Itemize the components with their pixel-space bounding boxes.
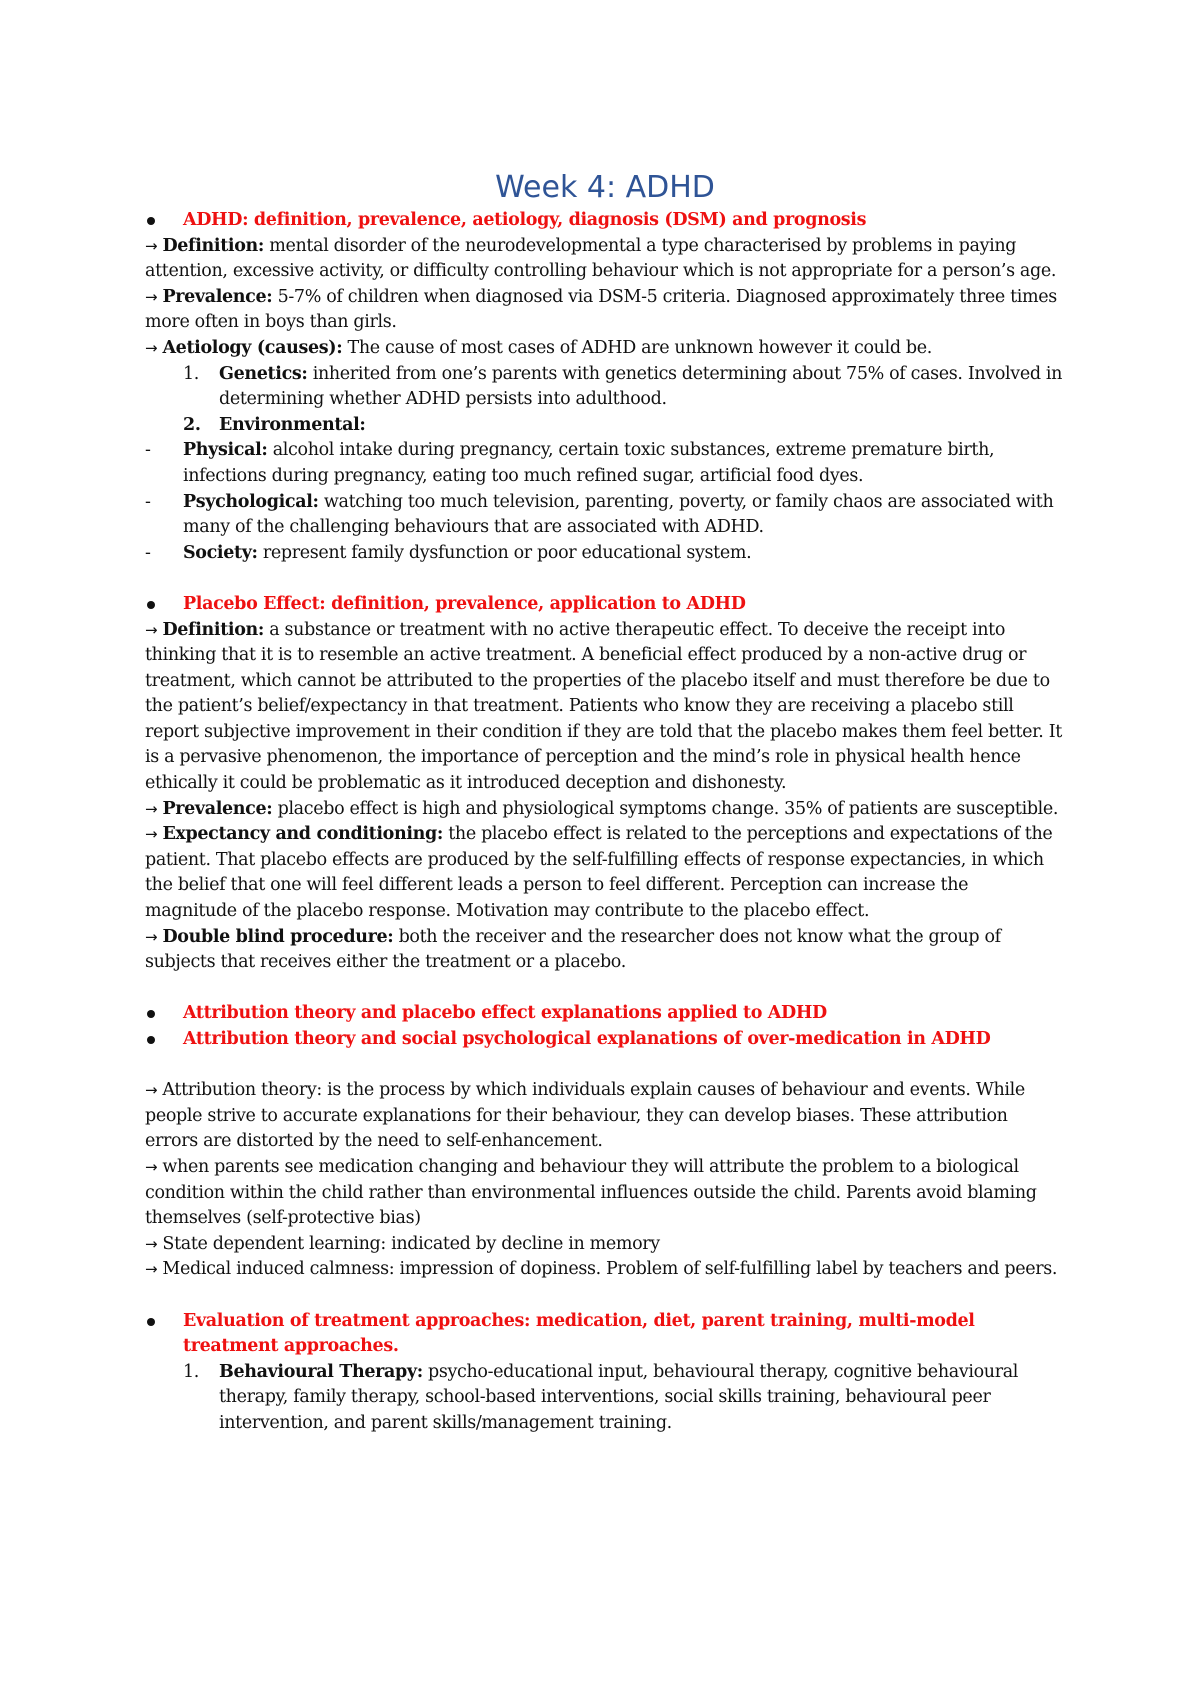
arrow-icon: →	[145, 799, 158, 818]
arrow-icon: →	[145, 620, 158, 639]
placebo-prevalence: → Prevalence: placebo effect is high and physiological symptoms change. 35% of patients are susceptible.	[145, 798, 1059, 819]
arrow-icon: →	[145, 1081, 158, 1100]
adhd-prevalence: → Prevalence: 5-7% of children when diagnosed via DSM-5 criteria. Diagnosed approximately three times more often in boys than girls.	[145, 286, 1057, 333]
heading-text: Attribution theory and social psychological explanations of over-medication in ADHD	[183, 1029, 991, 1049]
spacer	[145, 1283, 1065, 1309]
section-heading-attribution-placebo	[145, 1001, 1065, 1027]
spacer	[145, 566, 1065, 592]
list-item-psychological: - Psychological: watching too much television, parenting, poverty, or family chaos are associated with many of the challenging behaviours that are associated with ADHD.	[145, 491, 1054, 538]
placebo-double-blind: → Double blind procedure: both the receiver and the researcher does not know what the group of subjects that receives either the treatment or a placebo.	[145, 926, 1001, 973]
list-item-environmental: 2. Environmental:	[183, 414, 366, 435]
attribution-theory-paragraph: → Attribution theory: is the process by which individuals explain causes of behaviour and events. While people strive to accurate explanations for their behaviour, they can develop biases. These attribution errors are distorted by the need to self-enhancement.	[145, 1080, 1025, 1152]
bullet-icon	[147, 217, 155, 225]
section-heading-treatment	[145, 1309, 1065, 1360]
bullet-icon	[147, 601, 155, 609]
arrow-icon: →	[145, 1234, 158, 1253]
state-dependent-learning: → State dependent learning: indicated by decline in memory	[145, 1233, 660, 1254]
arrow-icon: →	[145, 1157, 158, 1176]
bullet-icon	[147, 1318, 155, 1326]
page-title: Week 4: ADHD	[495, 170, 715, 205]
bullet-icon	[147, 1036, 155, 1044]
list-item-behavioural-therapy: 1. Behavioural Therapy: psycho-educational input, behavioural therapy, cognitive behavioural therapy, family therapy, school-based interventions, social skills training, behavioural peer intervention, and parent skills/management training.	[183, 1361, 1019, 1433]
document-page	[145, 170, 1065, 1437]
arrow-icon: →	[145, 338, 158, 357]
placebo-definition: → Definition: a substance or treatment with no active therapeutic effect. To deceive the receipt into thinking that it is to resemble an active treatment. A beneficial effect produced by a non-active drug or treatment, which cannot be attributed to the properties of the placebo itself and must therefore be due to the patient’s belief/expectancy in that treatment. Patients who know they are receiving a placebo still report subjective improvement in their condition if they are told that the placebo makes them feel better. It is a pervasive phenomenon, the importance of perception and the mind’s role in physical health hence ethically it could be problematic as it introduced deception and dishonesty.	[145, 619, 1062, 794]
heading-text: Evaluation of treatment approaches: medication, diet, parent training, multi-model treatment approaches.	[183, 1310, 975, 1357]
adhd-aetiology: → Aetiology (causes): The cause of most cases of ADHD are unknown however it could be.	[145, 337, 932, 358]
heading-text: Attribution theory and placebo effect explanations applied to ADHD	[183, 1003, 827, 1024]
arrow-icon: →	[145, 236, 158, 255]
medical-induced-calmness: → Medical induced calmness: impression of dopiness. Problem of self-fulfilling label by teachers and peers.	[145, 1259, 1058, 1280]
section-heading-placebo	[145, 592, 1065, 618]
section-heading-attribution-overmedication	[145, 1027, 1065, 1053]
spacer	[145, 1053, 1065, 1079]
heading-text: ADHD: definition, prevalence, aetiology, diagnosis (DSM) and prognosis	[183, 210, 867, 230]
arrow-icon: →	[145, 927, 158, 946]
heading-text: Placebo Effect: definition, prevalence, application to ADHD	[183, 593, 746, 614]
bullet-icon	[147, 1010, 155, 1018]
list-item-society: - Society: represent family dysfunction or poor educational system.	[145, 542, 752, 563]
adhd-definition: → Definition: mental disorder of the neurodevelopmental a type characterised by problems in paying attention, excessive activity, or difficulty controlling behaviour which is not appropriate for a person’s age.	[145, 235, 1057, 282]
list-item-physical: - Physical: alcohol intake during pregnancy, certain toxic substances, extreme premature birth, infections during pregnancy, eating too much refined sugar, artificial food dyes.	[145, 440, 995, 486]
section-heading-adhd	[145, 208, 1065, 234]
list-item-genetics: 1. Genetics: inherited from one’s parents with genetics determining about 75% of cases. Involved in determining whether ADHD persists into adulthood.	[183, 363, 1063, 410]
arrow-icon: →	[145, 1260, 158, 1279]
spacer	[145, 976, 1065, 1002]
arrow-icon: →	[145, 825, 158, 844]
placebo-expectancy: → Expectancy and conditioning: the placebo effect is related to the perceptions and expectations of the patient. That placebo effects are produced by the self-fulfilling effects of response expectancies, in which the belief that one will feel different leads a person to feel different. Perception can increase the magnitude of the placebo response. Motivation may contribute to the placebo effect.	[145, 824, 1053, 922]
parents-attribution-paragraph: → when parents see medication changing and behaviour they will attribute the problem to a biological condition within the child rather than environmental influences outside the child. Parents avoid blaming themselves (self-protective bias)	[145, 1156, 1037, 1229]
arrow-icon: →	[145, 287, 158, 306]
